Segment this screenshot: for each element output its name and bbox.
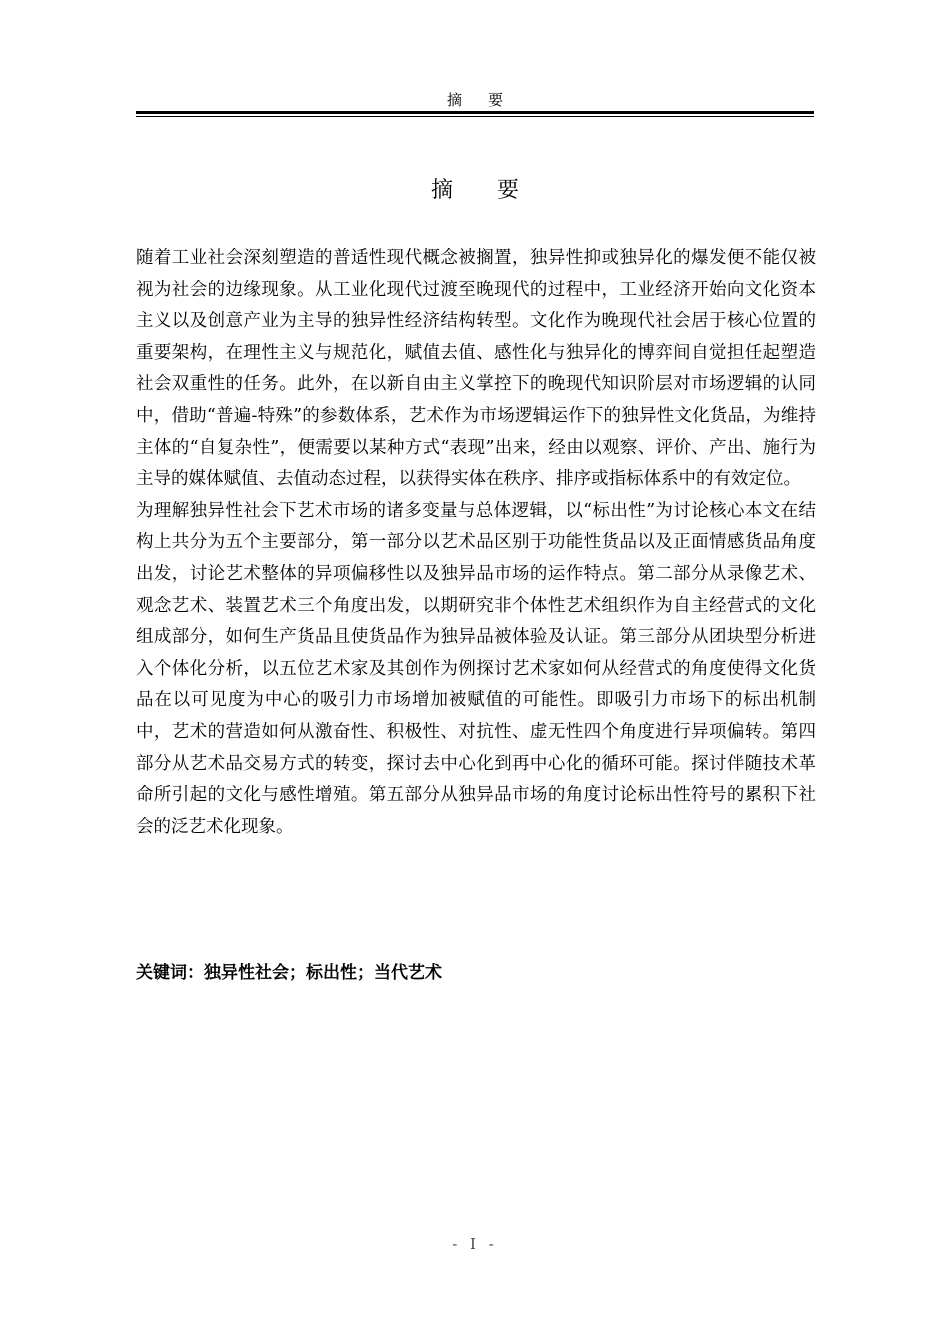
page-title: 摘要	[430, 178, 563, 203]
page-number: - I -	[452, 1235, 498, 1253]
header-rule-thin	[136, 116, 814, 117]
keywords-line: 关键词：独异性社会；标出性；当代艺术	[136, 963, 442, 983]
abstract-paragraph-1: 随着工业社会深刻塑造的普适性现代概念被搁置，独异性抑或独异化的爆发便不能仅被视为社会的边缘现象。从工业化现代过渡至晚现代的过程中，工业经济开始向文化资本主义以及创意产业为主导的独异性经济结构转型。文化作为晚现代社会居于核心位置的重要架构，在理性主义与规范化，赋值去值、感性化与独异化的博弈间自觉担任起塑造社会双重性的任务。此外，在以新自由主义掌控下的晚现代知识阶层对市场逻辑的认同中，借助“普遍-特殊”的参数体系，艺术作为市场逻辑运作下的独异性文化货品，为维持主体的“自复杂性”，便需要以某种方式“表现”出来，经由以观察、评价、产出、施行为主导的媒体赋值、去值动态过程，以获得实体在秩序、排序或指标体系中的有效定位。	[136, 248, 816, 490]
header-rule-thick	[136, 111, 814, 114]
abstract-body	[136, 243, 816, 843]
running-header: 摘要	[446, 91, 529, 109]
abstract-paragraph-2: 为理解独异性社会下艺术市场的诸多变量与总体逻辑，以“标出性”为讨论核心本文在结构上共分为五个主要部分，第一部分以艺术品区别于功能性货品以及正面情感货品角度出发，讨论艺术整体的异项偏移性以及独异品市场的运作特点。第二部分从录像艺术、观念艺术、装置艺术三个角度出发，以期研究非个体性艺术组织作为自主经营式的文化组成部分，如何生产货品且使货品作为独异品被体验及认证。第三部分从团块型分析进入个体化分析，以五位艺术家及其创作为例探讨艺术家如何从经营式的角度使得文化货品在以可见度为中心的吸引力市场增加被赋值的可能性。即吸引力市场下的标出机制中，艺术的营造如何从激奋性、积极性、对抗性、虚无性四个角度进行异项偏转。第四部分从艺术品交易方式的转变，探讨去中心化到再中心化的循环可能。探讨伴随技术革命所引起的文化与感性增殖。第五部分从独异品市场的角度讨论标出性符号的累积下社会的泛艺术化现象。	[136, 500, 816, 837]
